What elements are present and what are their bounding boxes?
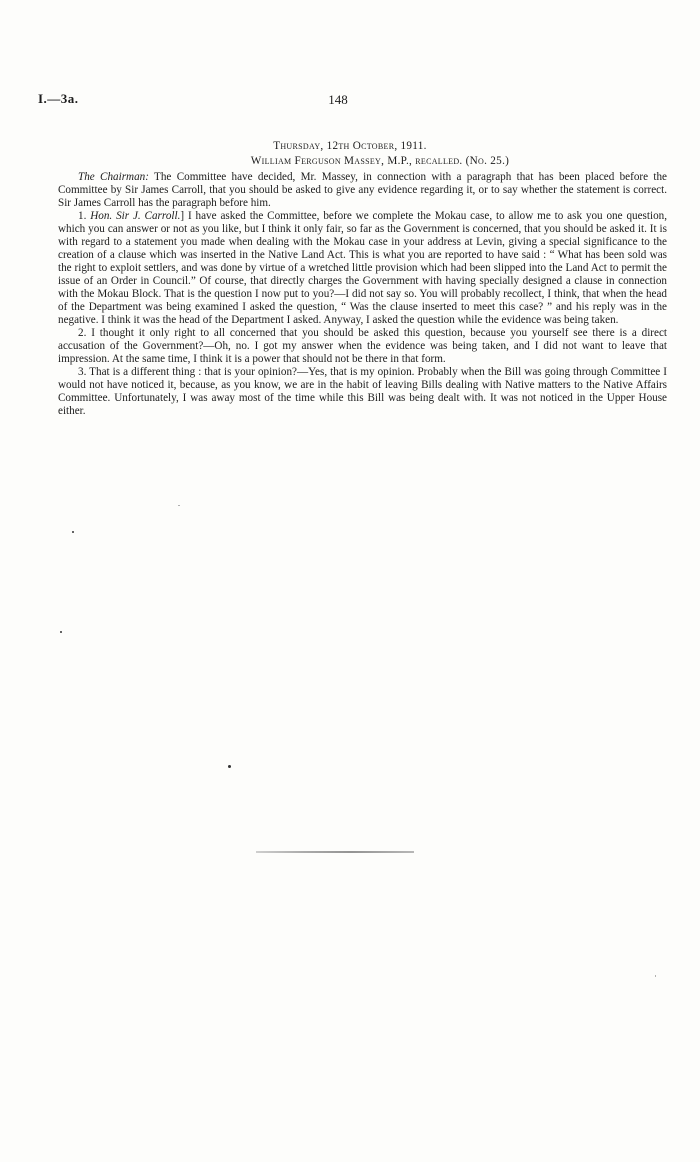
speaker-label: The Chairman: bbox=[78, 171, 149, 183]
paragraph-question-3 bbox=[58, 366, 667, 418]
paragraph-question-2 bbox=[58, 327, 667, 366]
session-date-heading: Thursday, 12th October, 1911. bbox=[273, 140, 427, 152]
paragraph-question-1 bbox=[58, 210, 667, 327]
page-number: 148 bbox=[328, 92, 348, 107]
scan-speck bbox=[72, 531, 74, 533]
paragraph-text: ] I have asked the Committee, before we complete the Mokau case, to allow me to ask you one question, which you can answer or not as you like, but I think it only fair, so far as the Government is concerned, that you should be asked it. It is with regard to a statement you made when dealing with the Mokau case in your address at Levin, giving a special significance to the creation of a clause which was inserted in the Native Land Act. This is what you are reported to have said : “ What has been sold was the right to exploit settlers, and was done by virtue of a wretched little provision which had been slipped into the Land Act to permit the issue of an Order in Council.” Of course, that directly charges the Government with having specially designed a clause in connection with the Mokau Block. That is the question I now put to you?—I did not say so. You will probably recollect, I think, that when the head of the Department was being examined I asked the question, “ Was the clause inserted to meet this case? ” and his reply was in the negative. I think it was the head of the Department I asked. Anyway, I asked the question while the evidence was being taken. bbox=[58, 210, 667, 326]
evidence-text bbox=[58, 171, 667, 418]
paragraph-text: 3. That is a different thing : that is your opinion?—Yes, that is my opinion. Probably when the Bill was going through Committee I would not have noticed it, because, as you know, we are in the habit of leaving Bills dealing with Native matters to the Native Affairs Committee. Unfortunately, I was away most of the time while this Bill was being dealt with. It was not noticed in the Upper House either. bbox=[58, 366, 667, 417]
question-number: 1. bbox=[78, 210, 91, 222]
scan-speck bbox=[178, 505, 180, 506]
paragraph-text: The Committee have decided, Mr. Massey, in connection with a paragraph that has been placed before the Committee by Sir James Carroll, that you should be asked to give any evidence regarding it, or to say whether the statement is correct. Sir James Carroll has the paragraph before him. bbox=[58, 171, 667, 209]
speaker-label: Hon. Sir J. Carroll. bbox=[90, 210, 181, 222]
paragraph-text: 2. I thought it only right to all concerned that you should be asked this question, because you yourself see there is a direct accusation of the Government?—Oh, no. I got my answer when the evidence was being taken, and I did not want to leave that impression. At the same time, I think it is a power that should not be there in that form. bbox=[58, 327, 667, 365]
scan-speck bbox=[655, 975, 656, 977]
printers-rule bbox=[256, 851, 414, 853]
scan-speck bbox=[60, 631, 62, 633]
witness-heading: William Ferguson Massey, M.P., recalled. (No. 25.) bbox=[250, 155, 510, 167]
paragraph-chairman bbox=[58, 171, 667, 210]
scan-speck bbox=[228, 765, 231, 768]
parliamentary-paper-reference: I.—3a. bbox=[38, 91, 79, 106]
